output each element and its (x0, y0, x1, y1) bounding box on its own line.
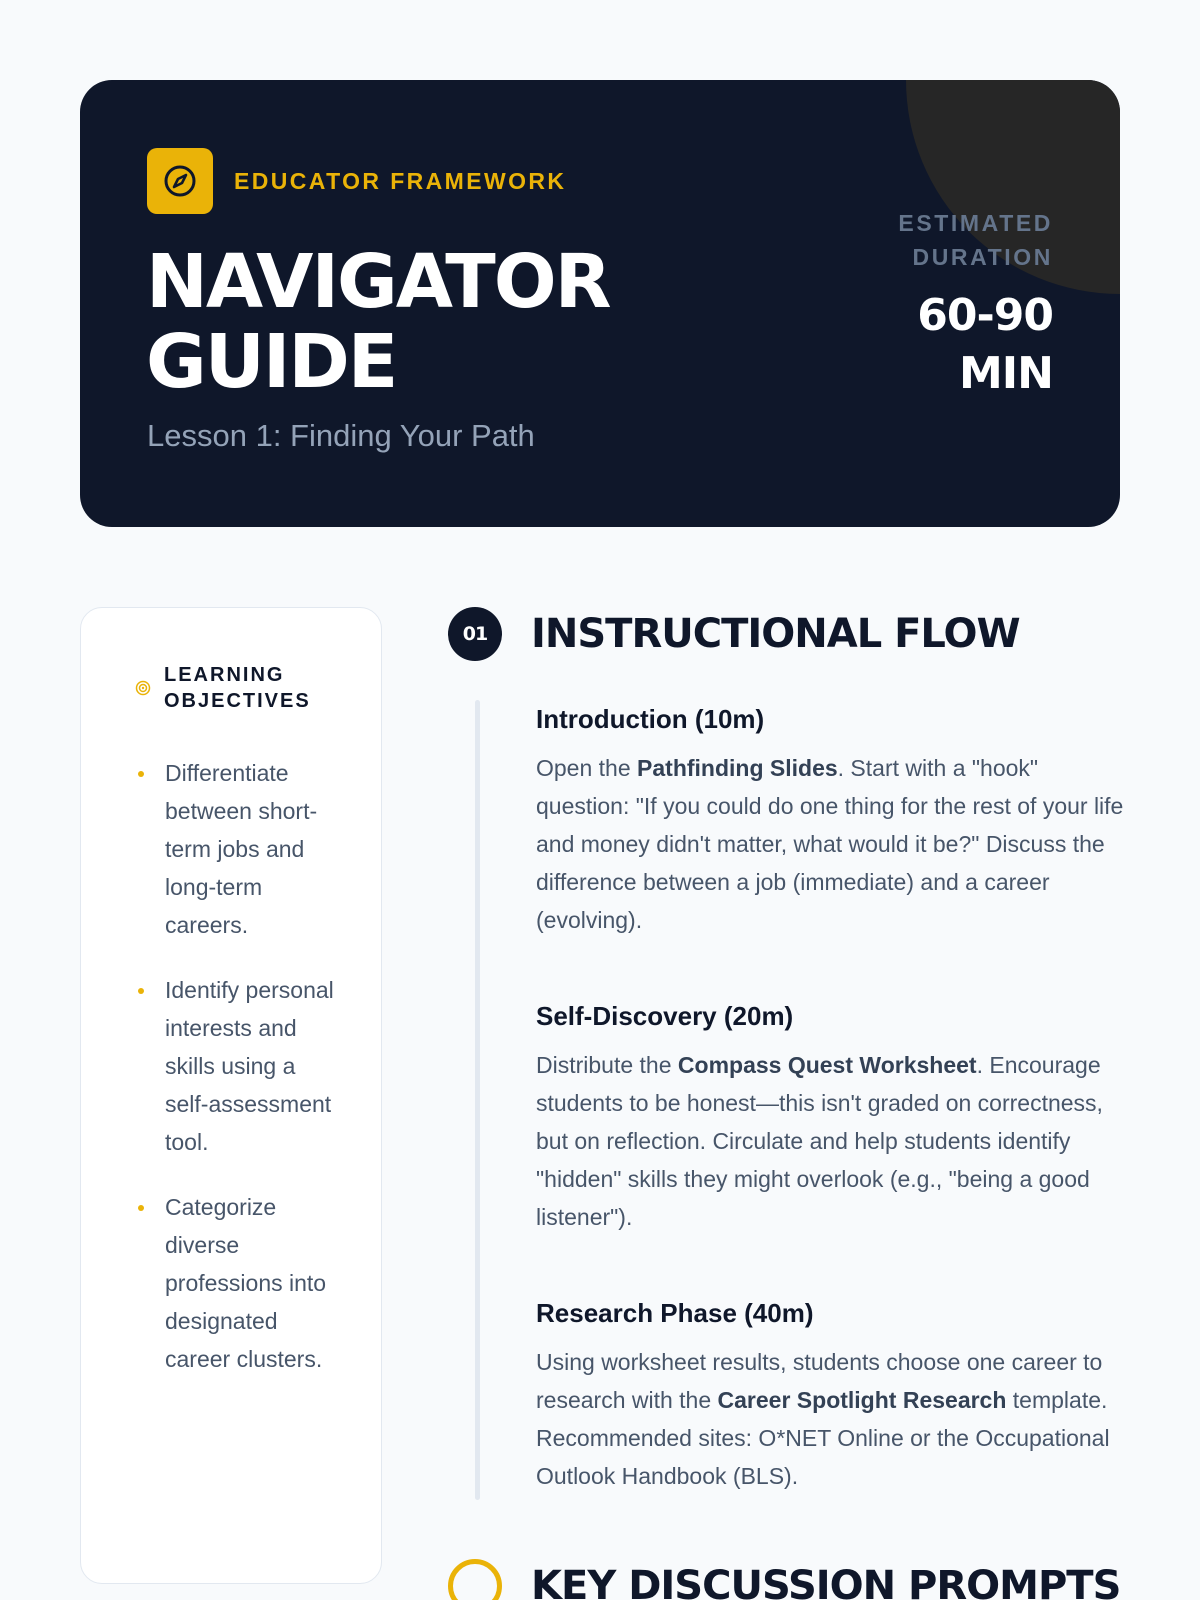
objective-item: Categorize diverse professions into designated career clusters. (137, 1188, 337, 1378)
flow-step-research (536, 1296, 1126, 1495)
duration-block (898, 206, 1053, 403)
objective-item: Differentiate between short-term jobs and long-term careers. (137, 754, 337, 944)
step-text: Distribute the (536, 1052, 678, 1078)
step-title: Self-Discovery (20m) (536, 1001, 794, 1031)
duration-label-line-1: ESTIMATED (898, 210, 1053, 236)
objectives-header (135, 662, 311, 714)
page-title-line-2: GUIDE (146, 319, 397, 405)
duration-value-line-2: MIN (959, 348, 1053, 399)
resource-name: Compass Quest Worksheet (677, 1052, 977, 1078)
page-title-line-1: NAVIGATOR (146, 239, 610, 325)
objectives-list (137, 754, 337, 1405)
resource-name: Pathfinding Slides (637, 755, 838, 781)
duration-value-line-1: 60-90 (917, 290, 1053, 341)
flow-step-introduction (536, 702, 1126, 939)
lesson-subtitle: Lesson 1: Finding Your Path (147, 418, 535, 453)
section-number-badge: 01 (448, 607, 502, 661)
objectives-title (164, 662, 311, 714)
timeline-rail (475, 700, 480, 1500)
step-text: . Encourage students to be honest—this isn't graded on correctness, but on reflection. Circulate and help students identify "hidden" skills they might overlook (e.g., "being a good listener"). (536, 1052, 1103, 1230)
step-text: Open the (536, 755, 638, 781)
instructional-flow-header (448, 607, 1020, 661)
duration-value (898, 287, 1053, 403)
compass-icon (147, 148, 213, 214)
duration-label (898, 206, 1053, 274)
objective-item: Identify personal interests and skills using a self-assessment tool. (137, 971, 337, 1161)
step-title: Introduction (10m) (536, 704, 765, 734)
step-title: Research Phase (40m) (536, 1298, 814, 1328)
duration-label-line-2: DURATION (912, 244, 1053, 270)
step-description (536, 1343, 1126, 1495)
target-icon (135, 680, 151, 696)
page-title (146, 239, 610, 405)
step-text: . Start with a "hook" question: "If you could do one thing for the rest of your life and money didn't matter, what would it be?" Discuss the difference between a job (immediate) and a career (evolving). (536, 755, 1124, 933)
objectives-title-line-1: LEARNING (164, 664, 285, 686)
hero-card (80, 80, 1120, 527)
section-title: INSTRUCTIONAL FLOW (531, 611, 1020, 657)
flow-step-self-discovery (536, 999, 1126, 1236)
learning-objectives-card (80, 607, 382, 1584)
step-description (536, 1046, 1126, 1236)
objectives-title-line-2: OBJECTIVES (164, 690, 311, 712)
discussion-prompts-header (448, 1559, 1120, 1600)
step-description (536, 749, 1126, 939)
step-text: template. Recommended sites: O*NET Online or the Occupational Outlook Handbook (BLS). (536, 1387, 1110, 1489)
step-text: Using worksheet results, students choose one career to research with the (536, 1349, 1103, 1413)
section-title: KEY DISCUSSION PROMPTS (531, 1563, 1121, 1600)
badge-label: EDUCATOR FRAMEWORK (234, 167, 567, 194)
framework-badge (147, 148, 566, 214)
resource-name: Career Spotlight Research (717, 1387, 1007, 1413)
section-ring-icon (448, 1559, 502, 1600)
